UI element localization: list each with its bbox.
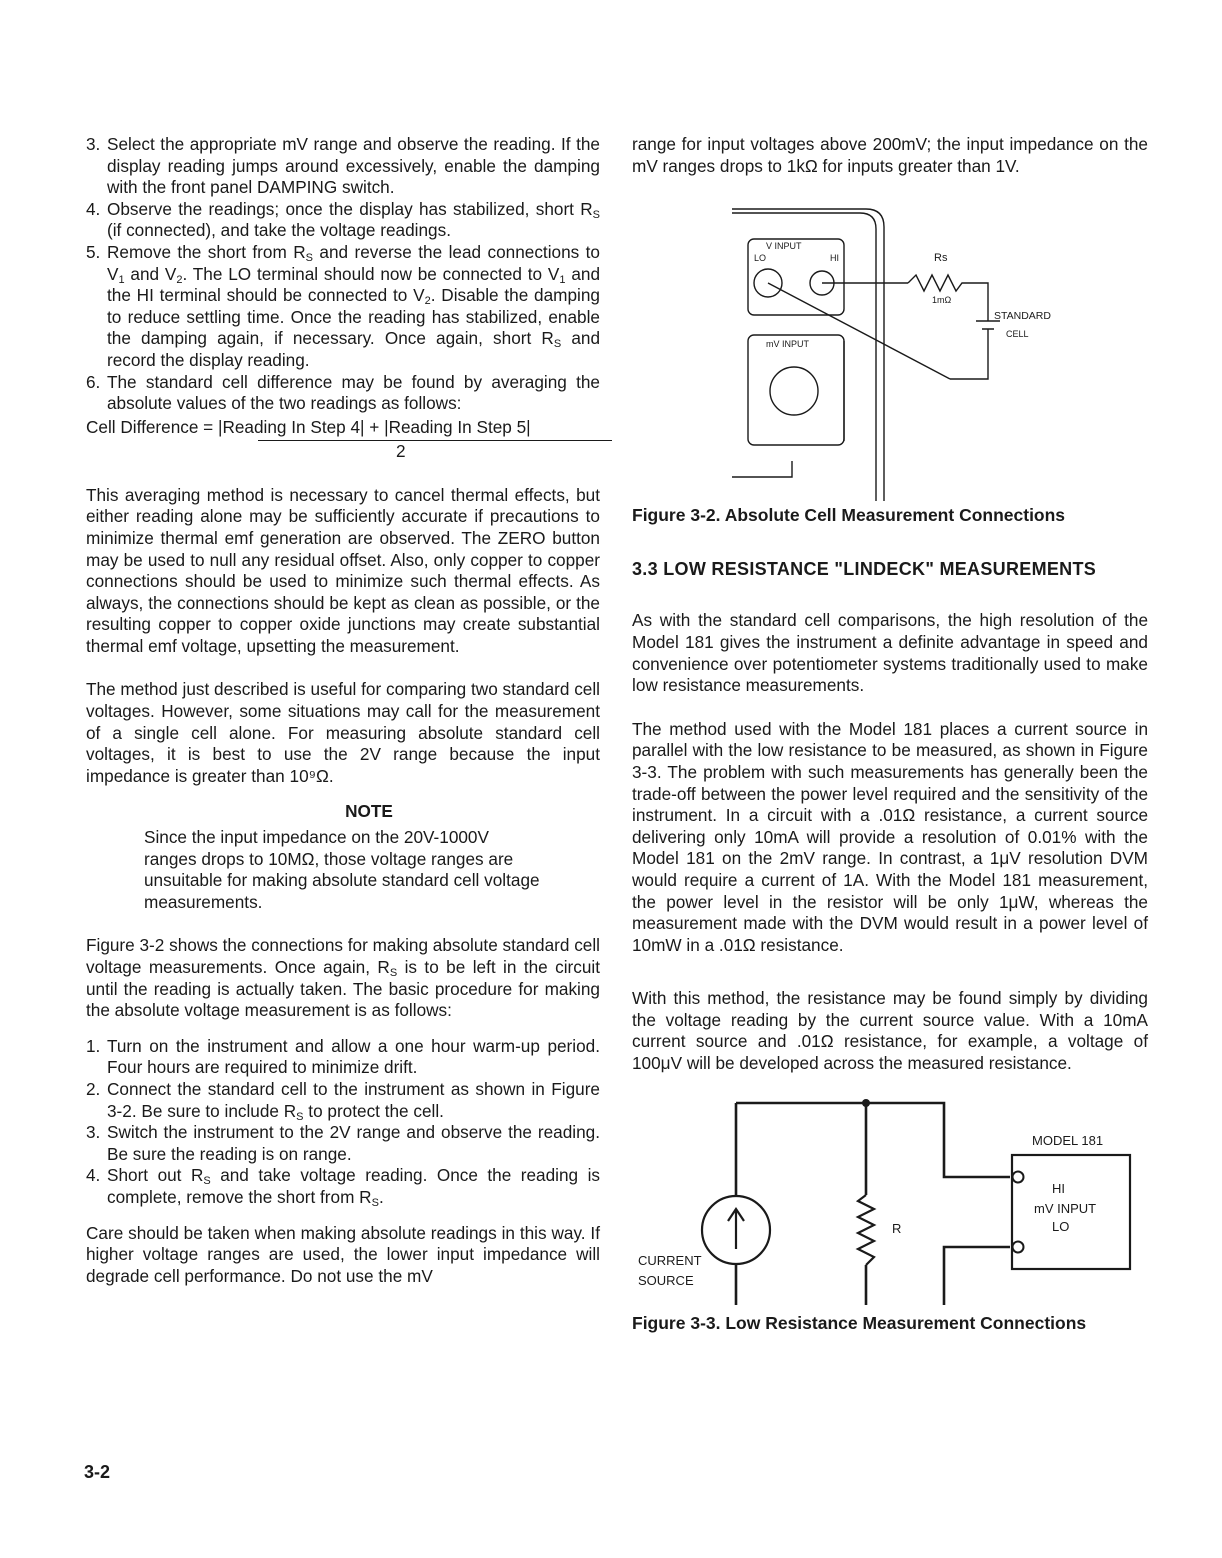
resistor-r [858, 1195, 874, 1265]
right-column [632, 134, 1148, 1334]
list-item: 6. The standard cell difference may be found by averaging the absolute values of the two readings as follows: [86, 371, 600, 414]
cell-label: CELL [1006, 329, 1029, 340]
paragraph-continued: range for input voltages above 200mV; the input impedance on the mV ranges drops to 1kΩ for inputs greater than 1V. [632, 134, 1148, 176]
lead-from-lo [768, 283, 950, 379]
source-label: SOURCE [638, 1272, 694, 1288]
hi-terminal [1013, 1171, 1024, 1182]
mv-input-block [748, 335, 844, 445]
standard-cell-symbol [950, 321, 1000, 379]
lo-label: LO [1052, 1218, 1070, 1234]
standard-label: STANDARD [994, 310, 1051, 323]
list-item: 1. Turn on the instrument and allow a one hour warm-up period. Four hours are required to minimize drift. [86, 1035, 600, 1078]
page-number: 3-2 [84, 1462, 111, 1482]
paragraph-figure-3-2: Figure 3-2 shows the connections for making absolute standard cell voltage measurements. Once again, $R_S$ is to be left in the circuit until the reading is actually taken. The basic procedure for making the absolute voltage measurement is as follows: [86, 935, 601, 1021]
figure-3-2-caption: Figure 3-2. Absolute Cell Measurement Connections [632, 505, 1066, 526]
formula-denominator: 2 [396, 440, 406, 461]
list-item: 4. Observe the readings; once the display has stabilized, short $R_S$ (if connected), and take the voltage readings. [86, 198, 600, 241]
mv-input-label: mV INPUT [1034, 1200, 1097, 1216]
lo-label: LO [754, 253, 767, 264]
rs-value-label: 1mΩ [932, 295, 952, 306]
circuit-loop [736, 1103, 1010, 1305]
list-item: 3. Switch the instrument to the 2V range and observe the reading. Be sure the reading is on range. [86, 1122, 600, 1164]
paragraph-averaging: This averaging method is necessary to cancel thermal effects, but either reading alone may be sufficiently accurate if precautions to minimize thermal emf generation are observed. The ZERO button may be used to null any residual offset. Also, only copper to copper connections should be used to minimize such thermal effects. As always, the connections should be kept as clean as possible, or the resulting copper to copper oxide junctions may create substantial thermal emf voltage, upsetting the measurement. [86, 484, 600, 656]
left-column [86, 134, 600, 1287]
current-arrow [728, 1209, 744, 1249]
procedure-steps-b [86, 1036, 600, 1209]
cell-difference-formula [86, 417, 600, 463]
figure-3-2-diagram [632, 191, 1148, 501]
paragraph-simple: With this method, the resistance may be found simply by dividing the voltage reading by the current source value. With a 10mA current source and .01Ω resistance, for example, a voltage of 100μV will be developed across the measured resistance. [632, 988, 1148, 1074]
list-item: 5. Remove the short from $R_S$ and reverse the lead connections to $V_1$ and $V_2$. The LO terminal should now be connected to $V_1$ and the HI terminal should be connected to $V_2$. Disable the damping to reduce settling time. Once the reading has stabilized, enable the damping again, if necessary. Once again, short $R_S$ and record the display reading. [86, 241, 601, 370]
model-181-label: MODEL 181 [1032, 1132, 1104, 1148]
paragraph-care: Care should be taken when making absolute readings in this way. If higher voltage ranges are used, the lower input impedance will degrade cell performance. Do not use the mV [86, 1222, 600, 1286]
fraction-bar [258, 440, 612, 441]
section-heading-3-3: 3.3 LOW RESISTANCE "LINDECK" MEASUREMENTS [632, 558, 1097, 579]
rs-label: Rs [934, 252, 948, 265]
list-item: 3. Select the appropriate mV range and observe the reading. If the display reading jumps around excessively, enable the damping with the front panel DAMPING switch. [86, 134, 600, 198]
figure-3-3-caption: Figure 3-3. Low Resistance Measurement Connections [632, 1312, 1087, 1333]
junction-dot-top [862, 1099, 870, 1107]
paragraph-method: The method just described is useful for comparing two standard cell voltages. However, some situations may call for the measurement of a single cell alone. For measuring absolute standard cell voltages, it is best to use the 2V range because the input impedance is greater than 10⁹Ω. [86, 679, 600, 786]
hi-label: HI [1052, 1180, 1065, 1196]
list-item: 4. Short out $R_S$ and take voltage reading. Once the reading is complete, remove the short from $R_S$. [86, 1165, 601, 1209]
v-input-label: V INPUT [766, 241, 802, 252]
mv-input-label: mV INPUT [766, 339, 810, 350]
hi-label: HI [830, 253, 839, 264]
lo-terminal [1013, 1241, 1024, 1252]
current-label: CURRENT [638, 1252, 702, 1268]
note-body: Since the input impedance on the 20V-1000V ranges drops to 10MΩ, those voltage ranges are unsuitable for making absolute standard cell voltage measurements. [144, 827, 540, 912]
paragraph-lindeck-method: The method used with the Model 181 places a current source in parallel with the low resistance to be measured, as shown in Figure 3-3. The problem with such measurements has generally been the trade-off between the power level required and the sensitivity of the instrument. In a circuit with a .01Ω resistance, a current source delivering only 10mA will provide a resolution of 0.01% with the Model 181 on the 2mV range. In contrast, a 1μV resolution DVM would require a current of 1A. With the Model 181 measurement, the power level in the resistor will be only 1μW, whereas the measurement made with the DVM would result in a power level of 10mW in a .01Ω resistance. [632, 718, 1148, 955]
paragraph-resolution: As with the standard cell comparisons, the high resolution of the Model 181 gives the instrument a definite advantage in speed and convenience over potentiometer systems traditionally used to make low resistance measurements. [632, 610, 1148, 696]
figure-3-3-diagram [632, 1087, 1148, 1305]
r-label: R [892, 1220, 902, 1236]
procedure-steps-a [86, 134, 600, 415]
list-item: 2. Connect the standard cell to the instrument as shown in Figure 3-2. Be sure to include $R_S$ to protect the cell. [86, 1078, 600, 1123]
note-title: NOTE [345, 801, 393, 822]
formula-numerator: Cell Difference = |Reading In Step 4| + |Reading In Step 5| [86, 416, 531, 437]
